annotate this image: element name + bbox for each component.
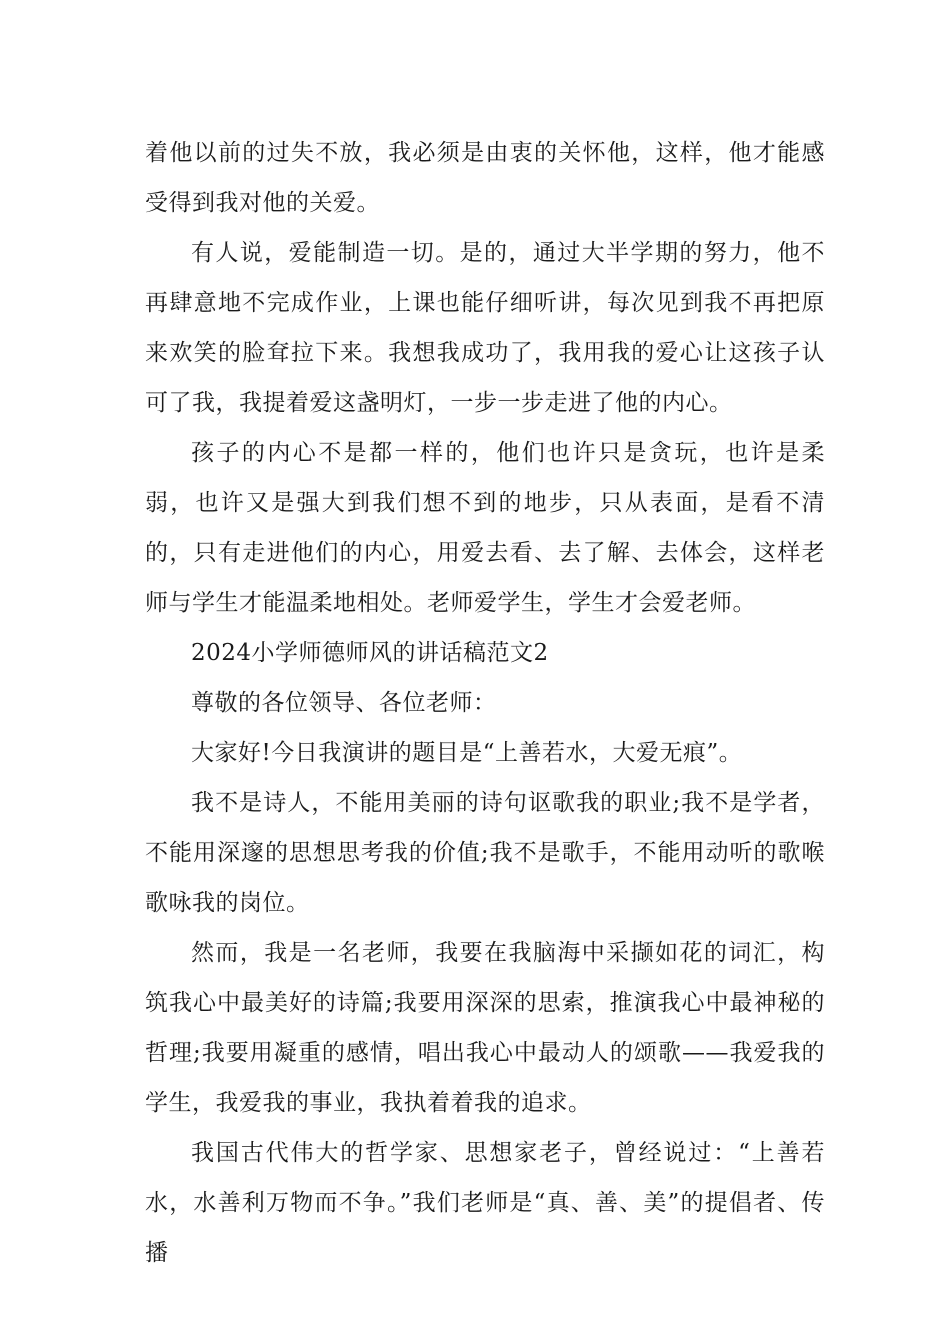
document-body bbox=[145, 128, 825, 1278]
paragraph-i-am-teacher: 然而，我是一名老师，我要在我脑海中采撷如花的词汇，构筑我心中最美好的诗篇;我要用深深的思索，推演我心中最神秘的哲理;我要用凝重的感情，唱出我心中最动人的颂歌——我爱我的学生，我爱我的事业，我执着着我的追求。 bbox=[145, 940, 825, 1116]
paragraph-continuation: 着他以前的过失不放，我必须是由衷的关怀他，这样，他才能感受得到我对他的关爱。 bbox=[145, 140, 825, 216]
section-title: 2024小学师德师风的讲话稿范文2 bbox=[191, 640, 549, 666]
salutation: 尊敬的各位领导、各位老师： bbox=[191, 690, 497, 716]
speech-opening: 大家好!今日我演讲的题目是“上善若水，大爱无痕”。 bbox=[191, 740, 743, 766]
paragraph-laozi-quote: 我国古代伟大的哲学家、思想家老子，曾经说过：“上善若水，水善利万物而不争。”我们老师是“真、善、美”的提倡者、传播 bbox=[145, 1140, 825, 1266]
paragraph-not-poet: 我不是诗人，不能用美丽的诗句讴歌我的职业;我不是学者，不能用深邃的思想思考我的价值;我不是歌手，不能用动听的歌喉歌咏我的岗位。 bbox=[145, 790, 825, 916]
paragraph-childrens-hearts: 孩子的内心不是都一样的，他们也许只是贪玩，也许是柔弱，也许又是强大到我们想不到的地步，只从表面，是看不清的，只有走进他们的内心，用爱去看、去了解、去体会，这样老师与学生才能温柔地相处。老师爱学生，学生才会爱老师。 bbox=[145, 440, 825, 616]
paragraph-love-creates: 有人说，爱能制造一切。是的，通过大半学期的努力，他不再肆意地不完成作业，上课也能仔细听讲，每次见到我不再把原来欢笑的脸耷拉下来。我想我成功了，我用我的爱心让这孩子认可了我，我提着爱这盏明灯，一步一步走进了他的内心。 bbox=[145, 240, 825, 416]
